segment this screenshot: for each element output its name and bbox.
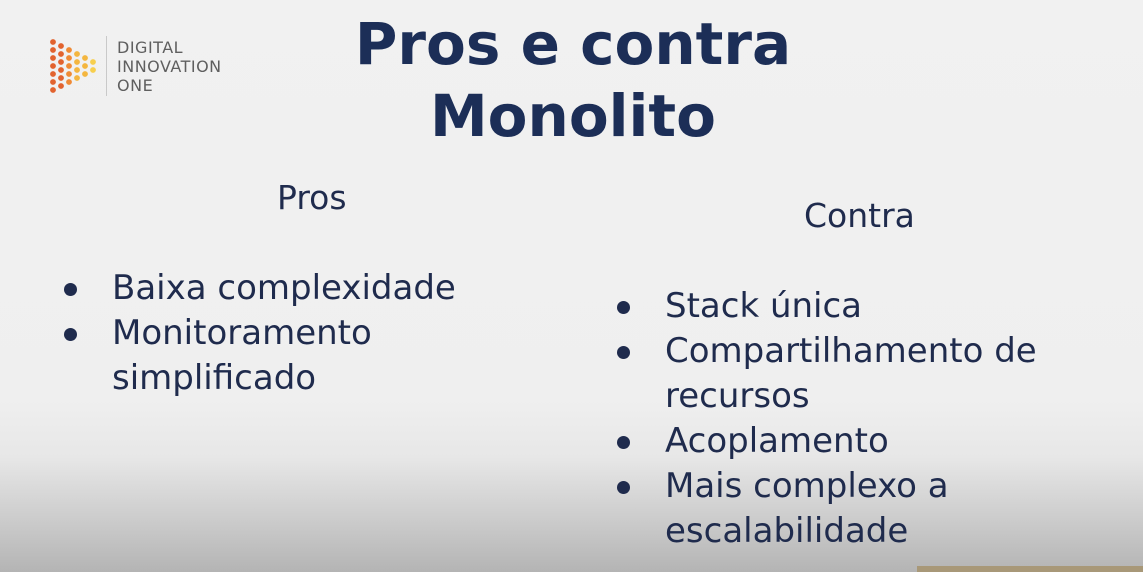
bullet-icon bbox=[617, 436, 630, 449]
list-item-text: Compartilhamento de recursos bbox=[665, 331, 1037, 416]
dio-logo-icon bbox=[48, 37, 100, 95]
brand-logo bbox=[48, 36, 222, 96]
bullet-icon bbox=[617, 346, 630, 359]
list-item-text: Baixa complexidade bbox=[112, 268, 456, 308]
video-overlay-strip bbox=[917, 566, 1143, 572]
title-line-2: Monolito bbox=[429, 82, 717, 150]
bullet-icon bbox=[64, 328, 77, 341]
bullet-icon bbox=[617, 481, 630, 494]
title-line-1: Pros e contra bbox=[354, 10, 792, 78]
list-item-text: Mais complexo a escalabilidade bbox=[665, 466, 949, 551]
logo-line-3: ONE bbox=[117, 75, 154, 95]
logo-divider bbox=[106, 36, 107, 96]
logo-line-2: INNOVATION bbox=[117, 56, 222, 76]
list-item bbox=[62, 266, 522, 311]
pros-heading: Pros bbox=[277, 178, 347, 217]
contra-heading: Contra bbox=[804, 196, 915, 235]
list-item bbox=[615, 464, 1115, 554]
pros-list bbox=[62, 266, 522, 401]
logo-line-1: DIGITAL bbox=[117, 37, 184, 57]
bullet-icon bbox=[64, 283, 77, 296]
list-item-text: Stack única bbox=[665, 286, 863, 326]
list-item bbox=[615, 419, 1115, 464]
list-item bbox=[62, 311, 522, 401]
list-item-text: Monitoramento simplificado bbox=[112, 313, 372, 398]
contra-list bbox=[615, 284, 1115, 554]
list-item-text: Acoplamento bbox=[665, 421, 889, 461]
bullet-icon bbox=[617, 301, 630, 314]
list-item bbox=[615, 329, 1115, 419]
slide-title bbox=[300, 8, 846, 152]
list-item bbox=[615, 284, 1115, 329]
logo-wordmark bbox=[117, 38, 222, 95]
